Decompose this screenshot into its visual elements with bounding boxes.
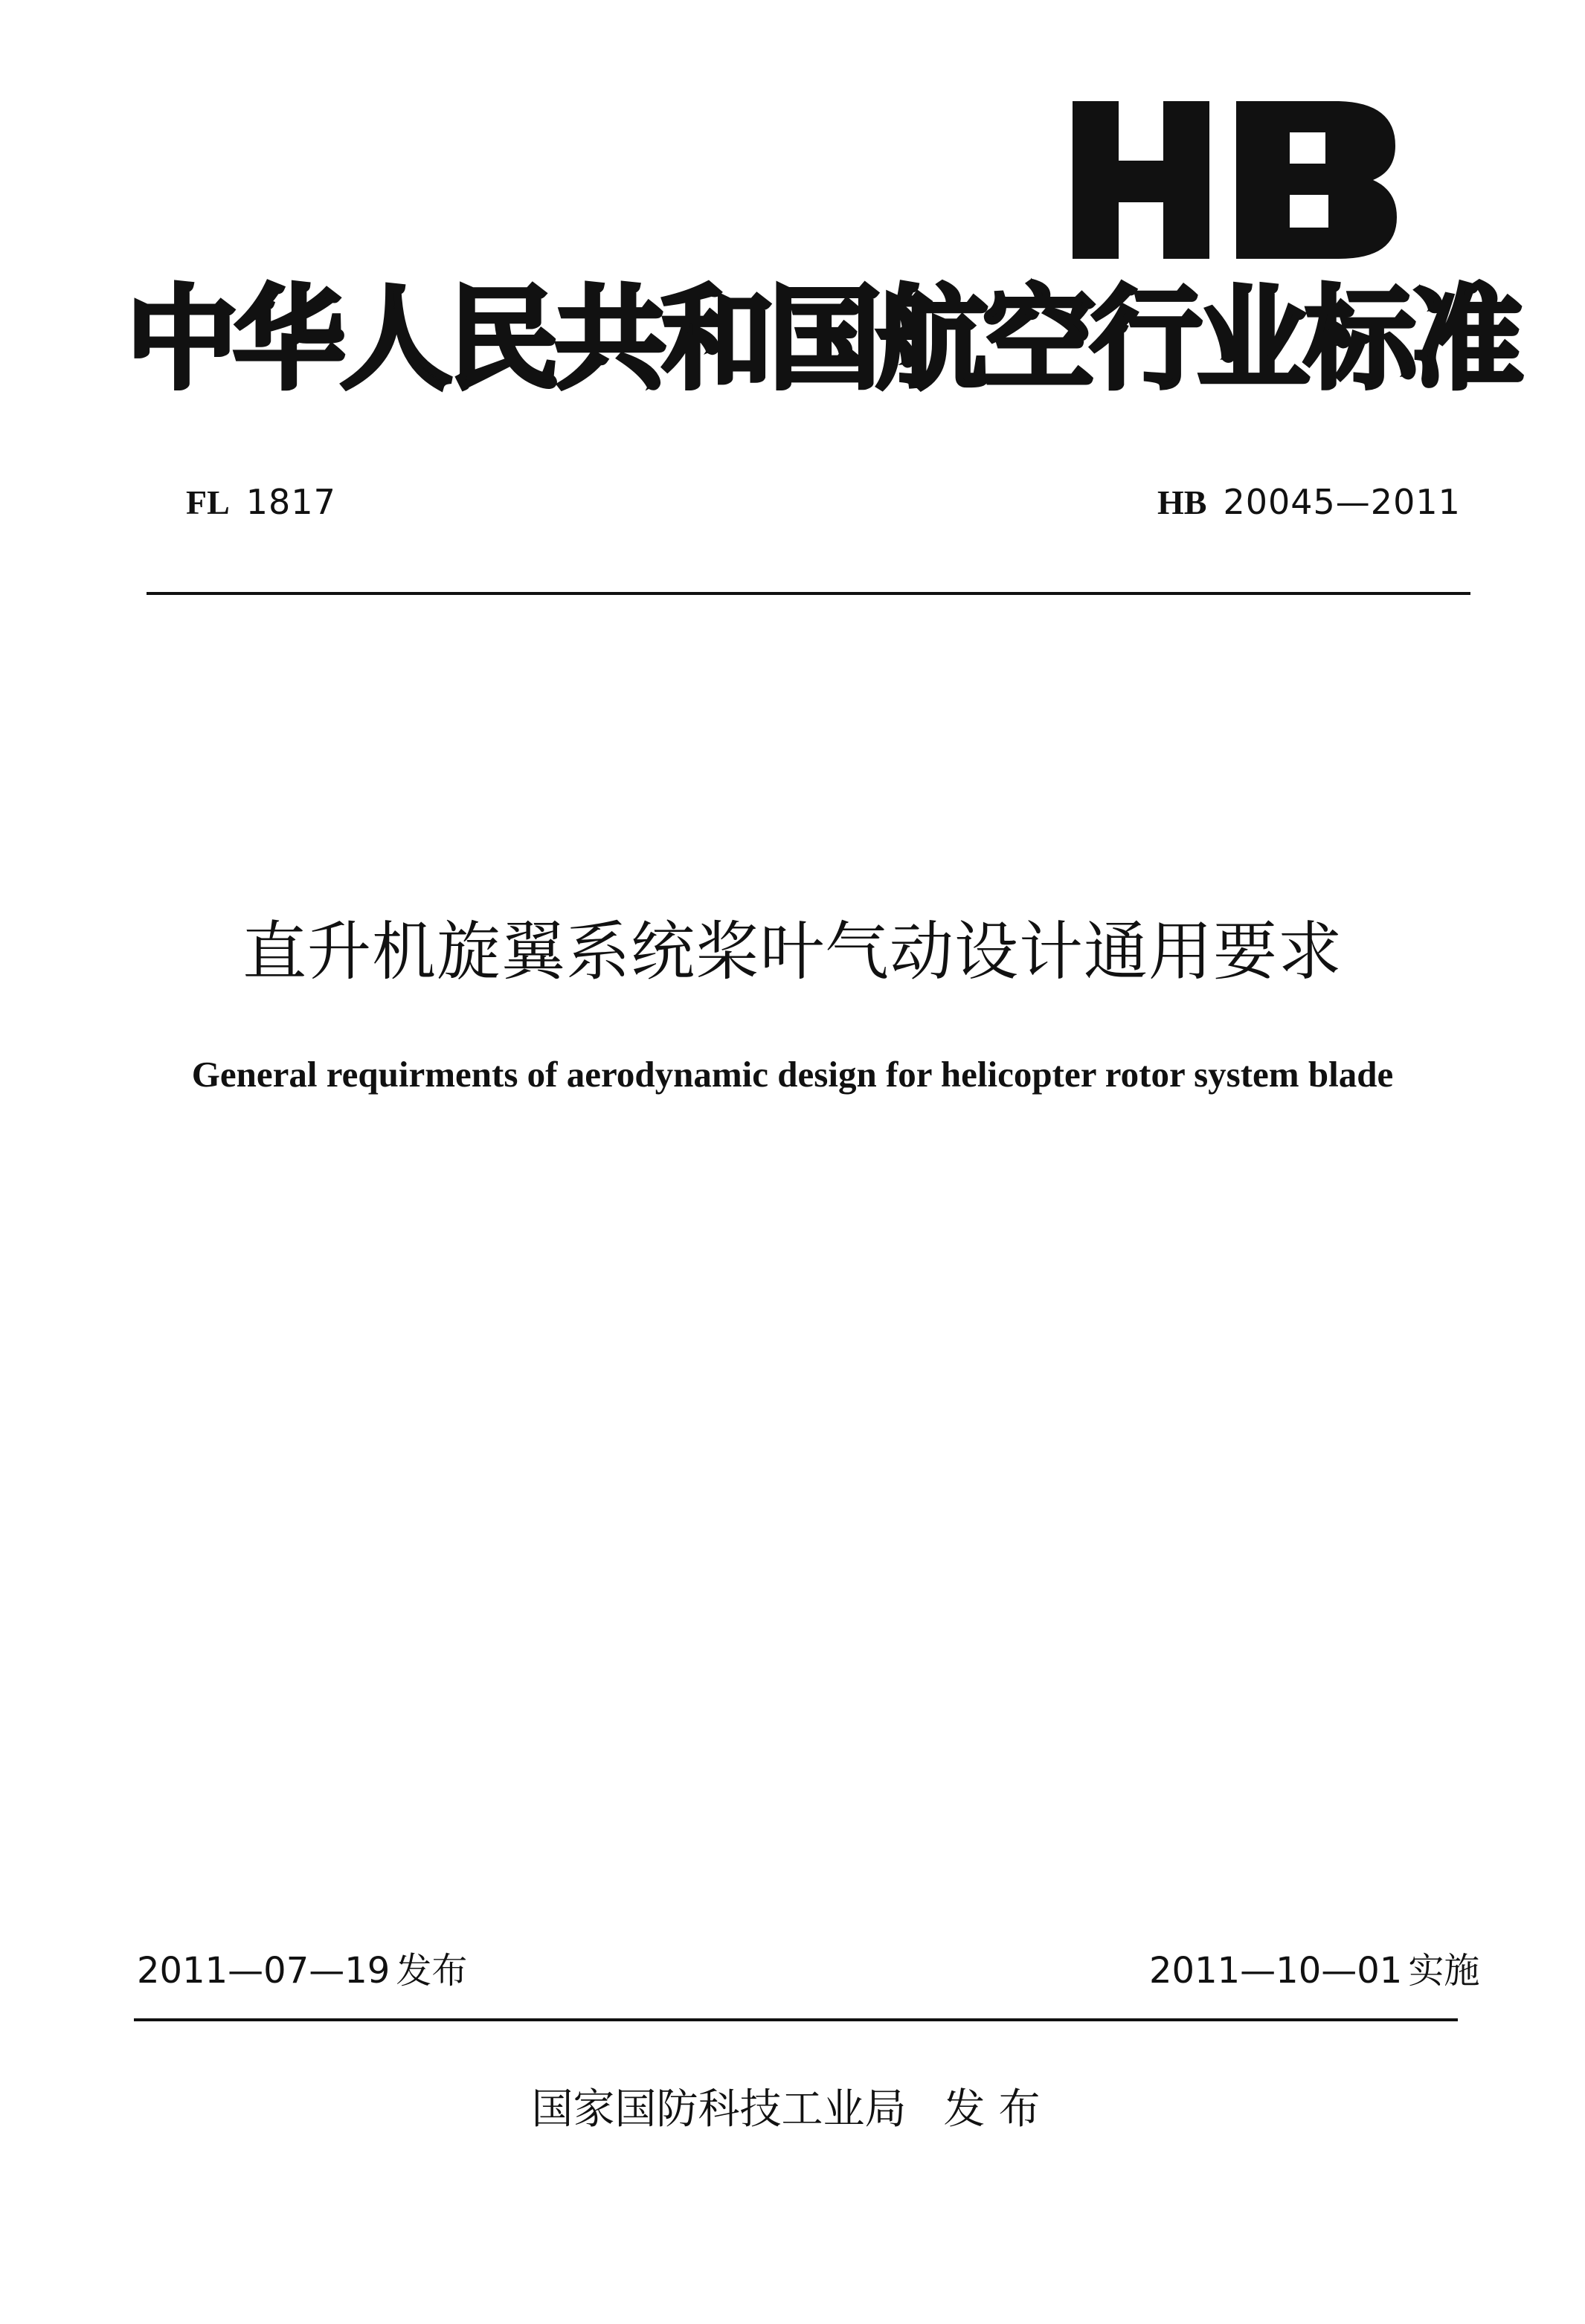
standard-code <box>1157 476 1461 528</box>
issue-date: 2011—07—19 <box>137 1950 390 1992</box>
standard-prefix: HB <box>1157 483 1207 521</box>
hb-logo-mark <box>1071 98 1398 262</box>
footer-divider <box>134 2018 1458 2021</box>
document-title-chinese: 直升机旋翼系统桨叶气动设计通用要求 <box>242 915 1343 989</box>
standard-number: 20045—2011 <box>1223 482 1461 522</box>
hb-logo <box>1071 98 1398 262</box>
issue-date-line <box>137 1942 467 1999</box>
publisher-line <box>0 2076 1585 2143</box>
classification-code <box>186 476 336 528</box>
classification-prefix: FL <box>186 483 230 521</box>
classification-number: 1817 <box>245 482 336 522</box>
standard-category-heading: 中华人民共和国航空行业标准 <box>126 275 1520 405</box>
implementation-label: 实施 <box>1408 1950 1480 1992</box>
publisher-action: 发布 <box>943 2085 1054 2134</box>
document-title-english: General requirments of aerodynamic design for helicopter rotor system blade <box>191 1054 1394 1095</box>
publisher-name: 国家国防科技工业局 <box>531 2085 907 2134</box>
implementation-date-line <box>1149 1942 1479 1999</box>
header-divider <box>147 592 1470 595</box>
implementation-date: 2011—10—01 <box>1149 1950 1403 1992</box>
issue-label: 发布 <box>396 1950 468 1992</box>
